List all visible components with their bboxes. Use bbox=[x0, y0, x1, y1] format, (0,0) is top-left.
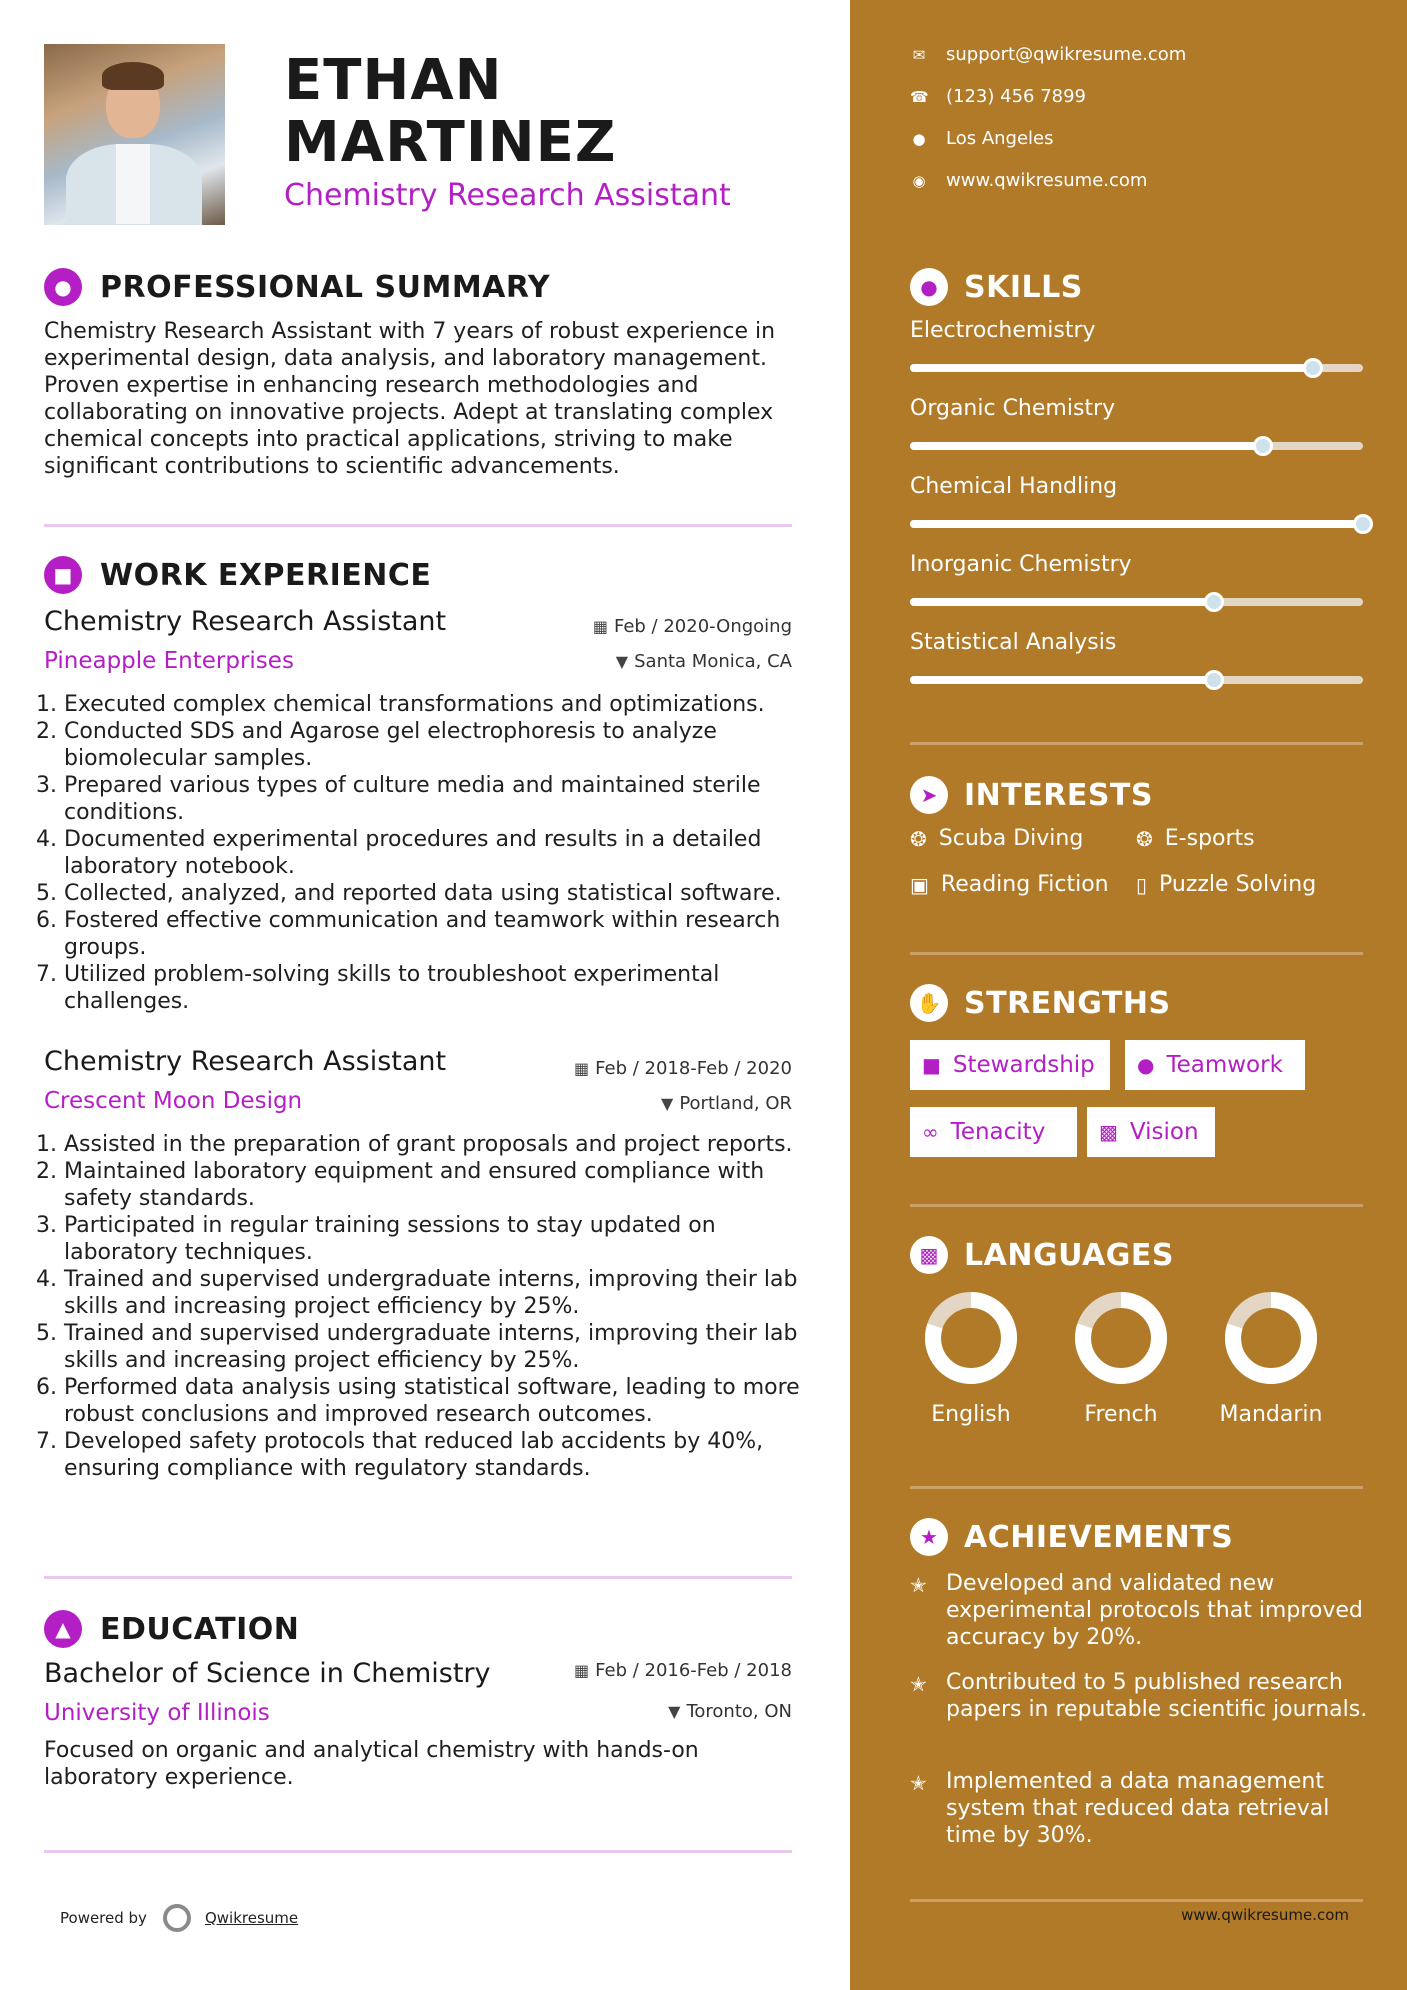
lifebuoy-icon: ❂ bbox=[910, 826, 927, 851]
education-heading: ▲ EDUCATION bbox=[44, 1610, 299, 1648]
degree: Bachelor of Science in Chemistry bbox=[44, 1658, 491, 1689]
list-item: 5. Collected, analyzed, and reported data using statistical software. bbox=[64, 880, 824, 907]
skill-bar-fill bbox=[910, 364, 1313, 372]
divider bbox=[910, 952, 1363, 955]
qwikresume-logo-icon bbox=[163, 1904, 191, 1932]
paper-plane-icon: ➤ bbox=[910, 776, 948, 814]
job-2-dates: ▦ Feb / 2018-Feb / 2020 bbox=[574, 1058, 792, 1079]
divider bbox=[44, 1850, 792, 1853]
job-1-title: Chemistry Research Assistant bbox=[44, 606, 447, 637]
summary-heading: ● PROFESSIONAL SUMMARY bbox=[44, 268, 550, 306]
achievement-item: ✭ Implemented a data management system that reduced data retrieval time by 30%. bbox=[910, 1769, 1330, 1848]
strength-chip: ■ Stewardship bbox=[910, 1040, 1110, 1090]
achievement-item: ✭ Developed and validated new experimental protocols that improved accuracy by 20%. bbox=[910, 1571, 1363, 1650]
job-2-duties bbox=[40, 1131, 824, 1482]
list-item: 1. Executed complex chemical transformations and optimizations. bbox=[64, 691, 824, 718]
pin-icon: ▼ bbox=[668, 1702, 681, 1721]
job-1-location: ▼ Santa Monica, CA bbox=[615, 651, 792, 672]
star-icon: ✭ bbox=[910, 1771, 927, 1795]
book-icon: ▯ bbox=[1136, 872, 1148, 897]
achievements-heading: ★ ACHIEVEMENTS bbox=[910, 1518, 1233, 1556]
skill-name: Organic Chemistry bbox=[910, 396, 1116, 421]
phone-icon: ☎ bbox=[910, 87, 929, 106]
divider bbox=[910, 742, 1363, 745]
skill-bar-fill bbox=[910, 598, 1214, 606]
lightbulb-icon: ● bbox=[910, 268, 948, 306]
skill-bar bbox=[910, 598, 1363, 606]
list-item: 7. Developed safety protocols that reduced lab accidents by 40%, ensuring compliance with regulatory standards. bbox=[64, 1428, 824, 1482]
language-icon: ▩ bbox=[910, 1236, 948, 1274]
interest-item: ❂ E-sports bbox=[1136, 826, 1255, 851]
envelope-icon: ✉ bbox=[912, 45, 926, 64]
job-title: Chemistry Research Assistant bbox=[284, 178, 731, 213]
education-location: ▼ Toronto, ON bbox=[668, 1701, 792, 1722]
skill-bar-fill bbox=[910, 442, 1263, 450]
users-icon: ● bbox=[1137, 1053, 1155, 1077]
last-name: MARTINEZ bbox=[284, 110, 617, 175]
strengths-heading: ✋ STRENGTHS bbox=[910, 984, 1171, 1022]
education-description: Focused on organic and analytical chemistry with hands-on laboratory experience. bbox=[44, 1738, 699, 1790]
list-item: 7. Utilized problem-solving skills to troubleshoot experimental challenges. bbox=[64, 961, 824, 1015]
list-item: 3. Prepared various types of culture media and maintained sterile conditions. bbox=[64, 772, 824, 826]
skill-name: Electrochemistry bbox=[910, 318, 1096, 343]
list-item: 2. Maintained laboratory equipment and ensured compliance with safety standards. bbox=[64, 1158, 824, 1212]
language-ring bbox=[1073, 1290, 1169, 1386]
list-item: 3. Participated in regular training sessions to stay updated on laboratory techniques. bbox=[64, 1212, 824, 1266]
job-2-location: ▼ Portland, OR bbox=[661, 1093, 792, 1114]
language-name: French bbox=[1084, 1402, 1158, 1427]
skill-name: Chemical Handling bbox=[910, 474, 1118, 499]
language-name: Mandarin bbox=[1219, 1402, 1323, 1427]
candidate-name bbox=[284, 50, 616, 174]
divider bbox=[44, 524, 792, 527]
contact-phone[interactable]: ☎ (123) 456 7899 bbox=[910, 86, 1087, 107]
skill-bar-fill bbox=[910, 676, 1214, 684]
skill-bar-fill bbox=[910, 520, 1363, 528]
divider bbox=[910, 1899, 1363, 1902]
skill-bar bbox=[910, 520, 1363, 528]
list-item: 1. Assisted in the preparation of grant proposals and project reports. bbox=[64, 1131, 824, 1158]
job-2-company: Crescent Moon Design bbox=[44, 1088, 303, 1114]
skill-level-knob bbox=[1353, 514, 1373, 534]
list-item: 6. Fostered effective communication and teamwork within research groups. bbox=[64, 907, 824, 961]
languages-heading: ▩ LANGUAGES bbox=[910, 1236, 1174, 1274]
pin-icon: ▼ bbox=[661, 1094, 674, 1113]
profile-photo bbox=[44, 44, 225, 225]
interests-heading: ➤ INTERESTS bbox=[910, 776, 1153, 814]
skill-bar bbox=[910, 442, 1363, 450]
briefcase-icon: ■ bbox=[922, 1053, 941, 1077]
list-item: 4. Documented experimental procedures and results in a detailed laboratory notebook. bbox=[64, 826, 824, 880]
interest-item: ❂ Scuba Diving bbox=[910, 826, 1084, 851]
skill-bar bbox=[910, 676, 1363, 684]
contact-location: ● Los Angeles bbox=[910, 128, 1054, 149]
interest-item: ▯ Puzzle Solving bbox=[1136, 872, 1317, 897]
lifebuoy-icon: ❂ bbox=[1136, 826, 1153, 851]
divider bbox=[910, 1204, 1363, 1207]
language-item bbox=[1216, 1290, 1326, 1427]
contact-email[interactable]: ✉ support@qwikresume.com bbox=[910, 44, 1186, 65]
binoculars-icon: ▩ bbox=[1099, 1120, 1118, 1144]
fist-icon: ✋ bbox=[910, 984, 948, 1022]
star-icon: ✭ bbox=[910, 1672, 927, 1696]
list-item: 2. Conducted SDS and Agarose gel electrophoresis to analyze biomolecular samples. bbox=[64, 718, 824, 772]
pin-icon: ▼ bbox=[615, 652, 629, 671]
skill-level-knob bbox=[1204, 670, 1224, 690]
skill-name: Statistical Analysis bbox=[910, 630, 1117, 655]
school: University of Illinois bbox=[44, 1700, 270, 1726]
job-1-dates: ▦ Feb / 2020-Ongoing bbox=[592, 616, 792, 637]
user-icon: ● bbox=[44, 268, 82, 306]
work-heading: ■ WORK EXPERIENCE bbox=[44, 556, 431, 594]
language-item bbox=[916, 1290, 1026, 1427]
footer-website[interactable]: www.qwikresume.com bbox=[1181, 1906, 1349, 1924]
education-dates: ▦ Feb / 2016-Feb / 2018 bbox=[574, 1660, 792, 1681]
language-item bbox=[1066, 1290, 1176, 1427]
calendar-icon: ▦ bbox=[574, 1661, 590, 1680]
language-name: English bbox=[931, 1402, 1011, 1427]
calendar-icon: ▦ bbox=[574, 1059, 590, 1078]
interest-item: ▣ Reading Fiction bbox=[910, 872, 1109, 897]
skill-name: Inorganic Chemistry bbox=[910, 552, 1132, 577]
gamepad-icon: ▣ bbox=[910, 872, 929, 897]
language-ring bbox=[923, 1290, 1019, 1386]
first-name: ETHAN bbox=[284, 48, 503, 113]
divider bbox=[44, 1576, 792, 1579]
star-badge-icon: ★ bbox=[910, 1518, 948, 1556]
briefcase-icon: ■ bbox=[44, 556, 82, 594]
strength-chip: ▩ Vision bbox=[1087, 1107, 1215, 1157]
strength-chip: ● Teamwork bbox=[1125, 1040, 1305, 1090]
job-2-title: Chemistry Research Assistant bbox=[44, 1046, 447, 1077]
language-ring bbox=[1223, 1290, 1319, 1386]
strength-chip: ∞ Tenacity bbox=[910, 1107, 1077, 1157]
map-pin-icon: ● bbox=[912, 129, 926, 148]
graduation-icon: ▲ bbox=[44, 1610, 82, 1648]
calendar-icon: ▦ bbox=[592, 617, 608, 636]
globe-icon: ◉ bbox=[912, 171, 926, 190]
skill-level-knob bbox=[1204, 592, 1224, 612]
list-item: 4. Trained and supervised undergraduate interns, improving their lab skills and increasing project efficiency by 25%. bbox=[64, 1266, 824, 1320]
achievement-item: ✭ Contributed to 5 published research papers in reputable scientific journals. bbox=[910, 1670, 1368, 1722]
qwikresume-link[interactable]: Qwikresume bbox=[204, 1909, 299, 1927]
list-item: 5. Trained and supervised undergraduate interns, improving their lab skills and increasing project efficiency by 25%. bbox=[64, 1320, 824, 1374]
skill-bar bbox=[910, 364, 1363, 372]
summary-text: Chemistry Research Assistant with 7 years of robust experience in experimental design, data analysis, and laboratory management. Proven expertise in enhancing research methodologies and collaborating on innovative projects. Adept at translating complex chemical concepts into practical applications, striving to make significant contributions to scientific advancements. bbox=[44, 319, 776, 479]
job-1-company: Pineapple Enterprises bbox=[44, 648, 294, 674]
contact-website[interactable]: ◉ www.qwikresume.com bbox=[910, 170, 1147, 191]
divider bbox=[910, 1486, 1363, 1489]
star-icon: ✭ bbox=[910, 1573, 927, 1597]
powered-by: Powered by Qwikresume bbox=[60, 1904, 298, 1932]
job-1-duties bbox=[40, 691, 824, 1015]
skills-heading: ● SKILLS bbox=[910, 268, 1083, 306]
list-item: 6. Performed data analysis using statistical software, leading to more robust conclusions and improved research outcomes. bbox=[64, 1374, 824, 1428]
link-icon: ∞ bbox=[922, 1120, 939, 1144]
